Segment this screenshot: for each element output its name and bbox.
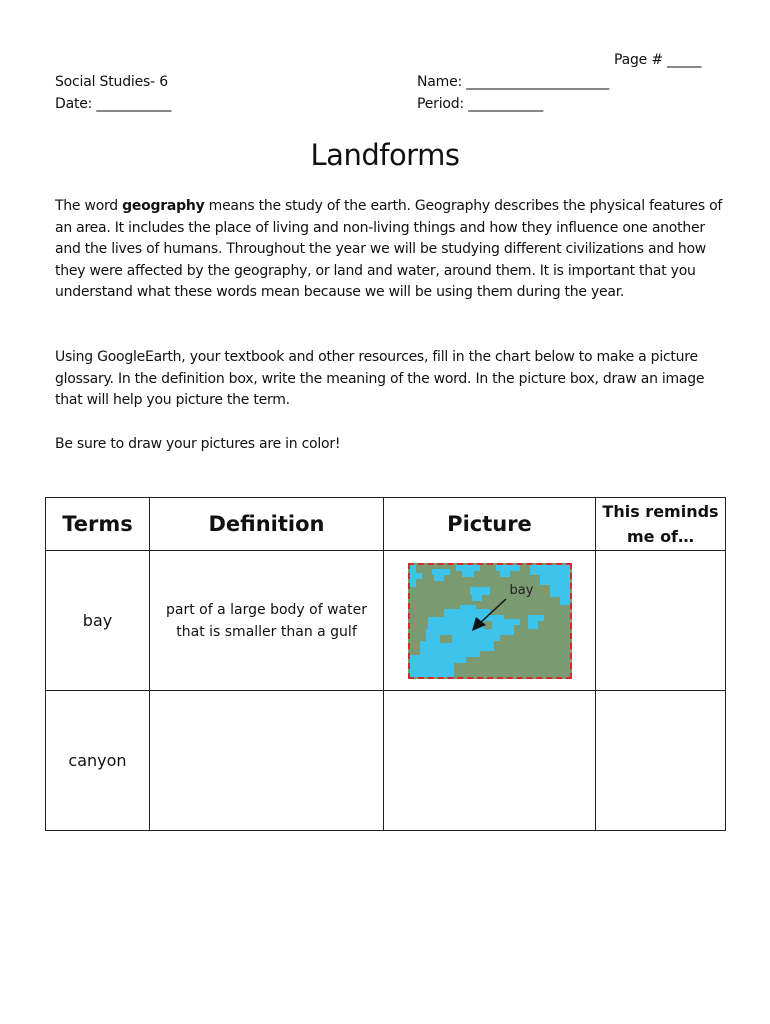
course-label: Social Studies- 6 <box>55 74 168 90</box>
name-field: Name: _____________________ <box>417 74 610 90</box>
color-note: Be sure to draw your pictures are in color! <box>55 436 341 452</box>
definition-cell[interactable] <box>150 691 384 831</box>
geography-term: geography <box>122 198 205 214</box>
term-cell: bay <box>46 551 150 691</box>
table-row <box>46 691 726 831</box>
header-picture: Picture <box>384 498 596 551</box>
glossary-table <box>45 497 726 831</box>
period-field: Period: ___________ <box>417 96 544 112</box>
header-row <box>46 498 726 551</box>
bay-map-image <box>408 563 572 679</box>
reminds-cell[interactable] <box>596 551 726 691</box>
intro-paragraph: The word geography means the study of the earth. Geography describes the physical features of an area. It includes the place of living and non-living things and how they influence one another and the lives of humans. Throughout the year we will be studying different civilizations and how they were affected by the geography, or land and water, around them. It is important that you understand what these words mean because we will be using them during the year. <box>55 198 723 301</box>
page-number: Page # _____ <box>614 52 702 68</box>
table-row <box>46 551 726 691</box>
picture-cell <box>384 551 596 691</box>
date-field: Date: ___________ <box>55 96 172 112</box>
picture-cell[interactable] <box>384 691 596 831</box>
definition-cell: part of a large body of water that is smaller than a gulf <box>150 551 384 691</box>
header-definition: Definition <box>150 498 384 551</box>
instructions-paragraph: Using GoogleEarth, your textbook and other resources, fill in the chart below to make a picture glossary. In the definition box, write the meaning of the word. In the picture box, draw an image that will help you picture the term. <box>55 349 705 409</box>
page-title: Landforms <box>310 138 460 172</box>
reminds-cell[interactable] <box>596 691 726 831</box>
term-cell: canyon <box>46 691 150 831</box>
header-reminds: This reminds me of… <box>596 498 726 551</box>
bay-map-label: bay <box>509 582 534 598</box>
header-terms: Terms <box>46 498 150 551</box>
